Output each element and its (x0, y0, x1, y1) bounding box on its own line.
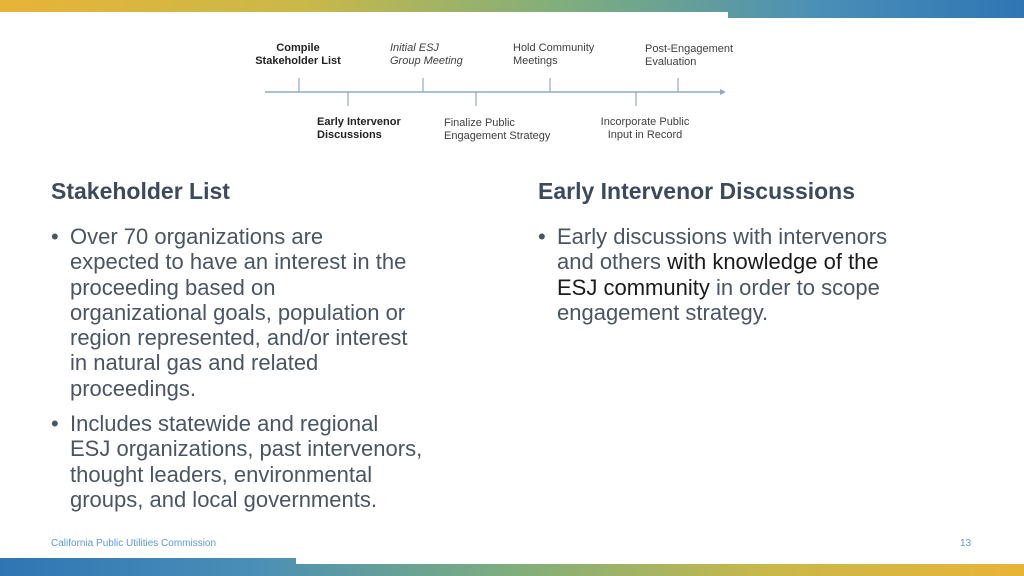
milestone-early-intervenor-discussions (317, 116, 401, 142)
bullet-text-emphasis: with knowledge of the (667, 249, 879, 275)
page-number: 13 (960, 538, 972, 549)
milestone-label-line: Compile (276, 42, 320, 54)
footer-org-name: California Public Utilities Commission (51, 538, 217, 549)
milestone-incorporate-public-input (592, 116, 698, 142)
timeline-arrowhead (720, 89, 726, 95)
bullet-line: organizational goals, population or (70, 299, 406, 325)
milestone-label-line: Initial ESJ (390, 42, 439, 54)
milestone-hold-community-meetings (513, 42, 594, 68)
milestone-label-line: Early Intervenor (317, 116, 401, 128)
bullet-line: expected to have an interest in the (70, 249, 407, 275)
milestone-label-line: Incorporate Public (600, 116, 690, 128)
bullet-text-emphasis: ESJ community (557, 274, 710, 300)
bullet-text: and others (557, 249, 668, 275)
bullet-line: groups, and local governments. (70, 486, 377, 512)
milestone-label-line: Group Meeting (390, 55, 463, 67)
bullet-line (557, 249, 978, 274)
milestone-finalize-engagement-strategy (444, 117, 550, 143)
early-intervenor-heading: Early Intervenor Discussions (538, 178, 856, 204)
bullet-icon: • (51, 411, 59, 437)
milestone-label-line: Meetings (513, 55, 558, 67)
list-item (538, 224, 978, 325)
milestone-label-line: Discussions (317, 129, 382, 141)
bullet-line (557, 275, 978, 300)
bullet-line: engagement strategy. (557, 299, 769, 325)
milestone-compile-stakeholder-list (250, 42, 346, 68)
bullet-line: ESJ organizations, past intervenors, (70, 436, 423, 462)
milestone-label-line: Evaluation (645, 56, 697, 68)
milestone-label-line: Finalize Public (444, 117, 515, 129)
stakeholder-list-heading: Stakeholder List (51, 178, 230, 204)
milestone-post-engagement-evaluation (645, 43, 733, 69)
milestone-label-line: Engagement Strategy (444, 130, 551, 142)
milestone-label-line: Input in Record (607, 129, 683, 141)
intervenor-bullet-list (538, 224, 978, 335)
milestone-initial-esj-meeting (390, 42, 463, 68)
bullet-icon: • (51, 224, 59, 249)
bullet-line: proceeding based on (70, 274, 276, 300)
stakeholder-bullet-list (51, 224, 491, 522)
bullet-line: Over 70 organizations are (70, 224, 324, 249)
milestone-label-line: Post-Engagement (645, 43, 734, 55)
bullet-line: Early discussions with intervenors (557, 224, 888, 249)
bottom-band-mask (296, 558, 1024, 564)
bullet-line: thought leaders, environmental (70, 461, 373, 487)
milestone-label-line: Hold Community (513, 42, 595, 54)
bullet-text: in order to scope (709, 274, 880, 300)
bullet-icon: • (538, 224, 546, 249)
bullet-line: Includes statewide and regional (70, 411, 379, 437)
bullet-line: region represented, and/or interest (70, 325, 408, 351)
list-item (51, 224, 491, 401)
bullet-line: proceedings. (70, 375, 196, 401)
bullet-line: in natural gas and related (70, 350, 319, 376)
list-item (51, 411, 491, 512)
milestone-label-line: Stakeholder List (255, 55, 341, 67)
